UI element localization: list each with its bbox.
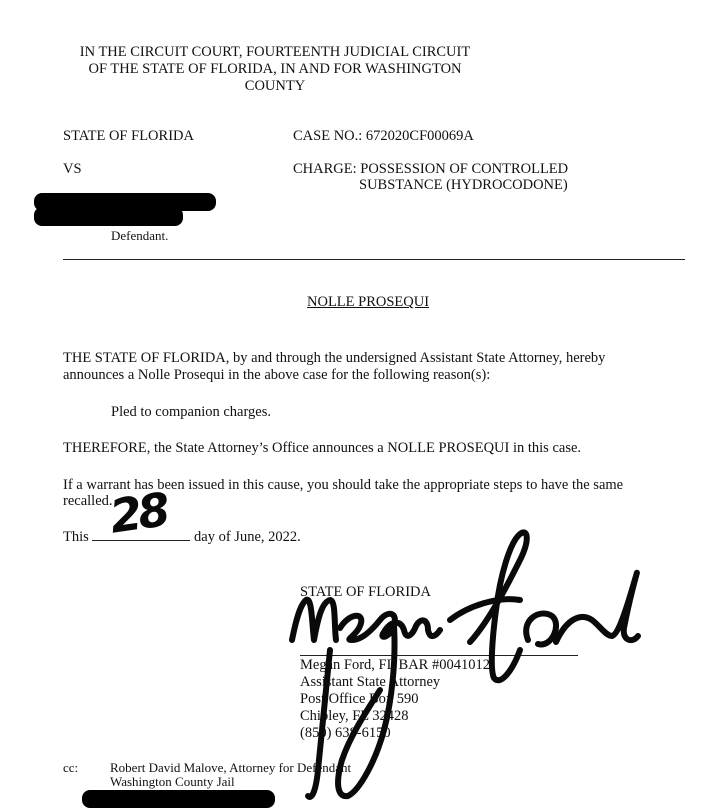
signature-state-label: STATE OF FLORIDA: [300, 584, 431, 600]
signer-address-1: Post Office Box 590: [300, 691, 419, 707]
signer-address-2: Chipley, FL 32428: [300, 708, 409, 724]
signer-name-bar: Megan Ford, FL BAR #0041012: [300, 657, 490, 673]
therefore-text: THEREFORE, the State Attorney’s Office announces a NOLLE PROSEQUI in this case.: [63, 440, 582, 456]
cc-recipient-2: Washington County Jail: [110, 774, 235, 789]
caption-divider: [63, 259, 685, 260]
warrant-line-2: recalled.: [63, 493, 113, 509]
case-number: CASE NO.: 672020CF00069A: [293, 128, 474, 144]
redacted-defendant-name-2: [34, 207, 183, 226]
handwritten-day: 28: [106, 482, 170, 544]
signer-title: Assistant State Attorney: [300, 674, 441, 690]
plaintiff-name: STATE OF FLORIDA: [63, 128, 194, 144]
cc-label: cc:: [63, 760, 79, 775]
this-word: This: [63, 529, 89, 545]
redacted-cc-recipient: [82, 790, 275, 808]
reason-text: Pled to companion charges.: [111, 404, 272, 420]
document-title: NOLLE PROSEQUI: [307, 294, 430, 310]
versus-label: VS: [63, 161, 82, 177]
court-line-3: COUNTY: [244, 78, 306, 94]
cc-recipient-1: Robert David Malove, Attorney for Defendant: [110, 760, 352, 775]
date-rest: day of June, 2022.: [194, 529, 301, 545]
court-header: [40, 44, 510, 95]
signature-line: [300, 655, 578, 656]
announcement-line-2: announces a Nolle Prosequi in the above case for the following reason(s):: [63, 367, 491, 383]
announcement-line-1: THE STATE OF FLORIDA, by and through the undersigned Assistant State Attorney, hereby: [63, 350, 606, 366]
court-line-1: IN THE CIRCUIT COURT, FOURTEENTH JUDICIAL CIRCUIT: [79, 44, 471, 60]
defendant-label: Defendant.: [111, 228, 169, 243]
charge-line-2: SUBSTANCE (HYDROCODONE): [359, 177, 568, 193]
charge-line-1: CHARGE: POSSESSION OF CONTROLLED: [293, 161, 569, 177]
warrant-line-1: If a warrant has been issued in this cause, you should take the appropriate steps to have the same: [63, 477, 624, 493]
signer-phone: (850) 638-6150: [300, 725, 391, 741]
court-line-2: OF THE STATE OF FLORIDA, IN AND FOR WASHINGTON: [88, 61, 462, 77]
date-line: [63, 528, 301, 546]
